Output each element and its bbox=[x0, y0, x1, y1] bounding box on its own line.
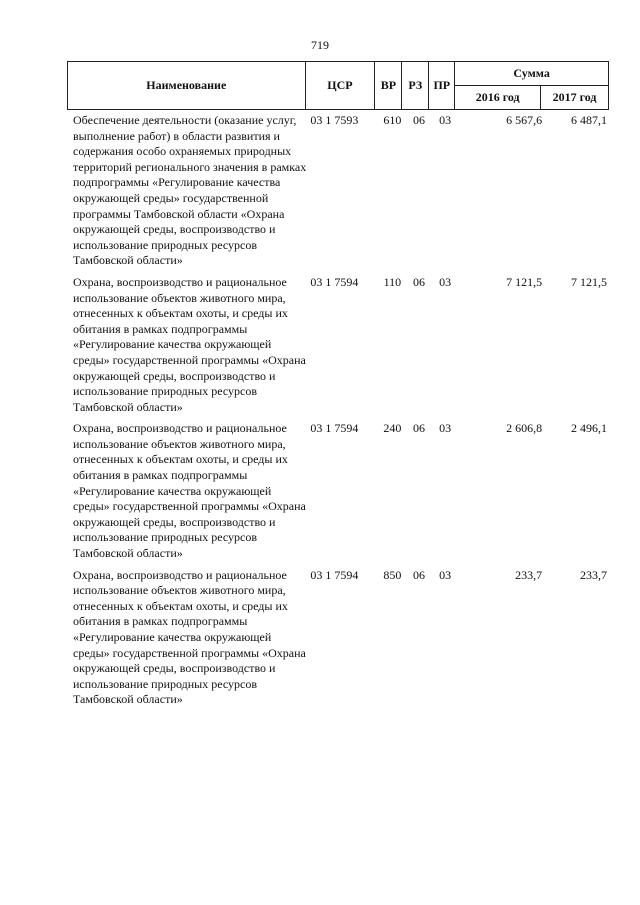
row-sum-2017: 2 496,1 bbox=[571, 421, 607, 436]
row-vr: 110 bbox=[383, 274, 402, 289]
row-sum-2017: 6 487,1 bbox=[571, 113, 607, 127]
row-name: Обеспечение деятельности (оказание услуг, выполнение работ) в области развития и содержания особо охраняемых природных территорий регионального значения в рамках подпрограммы «Регулирование качества окружающей среды» государственной программы Тамбовской области «Охрана окружающей среды, воспроизводство и использование природных ресурсов Тамбовской области» bbox=[73, 113, 307, 268]
row-pr: 03 bbox=[439, 274, 452, 289]
row-sum-2017: 7 121,5 bbox=[571, 274, 607, 289]
table-header bbox=[67, 61, 609, 110]
row-pr: 03 bbox=[439, 113, 452, 127]
row-rz: 06 bbox=[413, 421, 426, 436]
header-sum: Сумма bbox=[455, 62, 609, 86]
table-row bbox=[67, 113, 609, 269]
table-row bbox=[67, 275, 609, 415]
row-csr: 03 1 7594 bbox=[310, 567, 359, 582]
header-pr: ПР bbox=[429, 62, 455, 110]
header-vr: ВР bbox=[375, 62, 402, 110]
row-vr: 240 bbox=[383, 421, 402, 436]
row-csr: 03 1 7594 bbox=[310, 421, 359, 436]
row-name: Охрана, воспроизводство и рациональное использование объектов животного мира, отнесенных к объектам охоты, и среды их обитания в рамках подпрограммы «Регулирование качества окружающей среды» государственной программы «Охрана окружающей среды, воспроизводство и использование природных ресурсов Тамбовской области» bbox=[73, 274, 306, 414]
row-csr: 03 1 7594 bbox=[310, 274, 359, 289]
row-rz: 06 bbox=[413, 567, 426, 582]
row-pr: 03 bbox=[439, 421, 452, 436]
row-rz: 06 bbox=[413, 274, 426, 289]
row-name: Охрана, воспроизводство и рациональное использование объектов животного мира, отнесенных к объектам охоты, и среды их обитания в рамках подпрограммы «Регулирование качества окружающей среды» государственной программы «Охрана окружающей среды, воспроизводство и использование природных ресурсов Тамбовской области» bbox=[73, 567, 306, 707]
row-rz: 06 bbox=[413, 113, 426, 127]
table-body bbox=[67, 113, 609, 708]
row-sum-2016: 2 606,8 bbox=[506, 421, 543, 436]
header-name: Наименование bbox=[68, 62, 306, 110]
row-vr: 850 bbox=[383, 567, 402, 582]
budget-table bbox=[67, 113, 609, 708]
row-pr: 03 bbox=[439, 567, 452, 582]
table-row bbox=[67, 421, 609, 561]
row-sum-2016: 7 121,5 bbox=[506, 274, 543, 289]
header-csr: ЦСР bbox=[305, 62, 375, 110]
header-rz: РЗ bbox=[402, 62, 429, 110]
row-sum-2016: 233,7 bbox=[515, 567, 543, 582]
row-sum-2017: 233,7 bbox=[580, 567, 607, 582]
row-csr: 03 1 7593 bbox=[310, 113, 359, 127]
table-row bbox=[67, 568, 609, 708]
row-vr: 610 bbox=[383, 113, 402, 127]
header-2017: 2017 год bbox=[541, 86, 609, 110]
page-number: 719 bbox=[311, 38, 329, 52]
row-name: Охрана, воспроизводство и рациональное использование объектов животного мира, отнесенных к объектам охоты, и среды их обитания в рамках подпрограммы «Регулирование качества окружающей среды» государственной программы «Охрана окружающей среды, воспроизводство и использование природных ресурсов Тамбовской области» bbox=[73, 421, 306, 561]
row-sum-2016: 6 567,6 bbox=[506, 113, 543, 127]
header-2016: 2016 год bbox=[455, 86, 541, 110]
